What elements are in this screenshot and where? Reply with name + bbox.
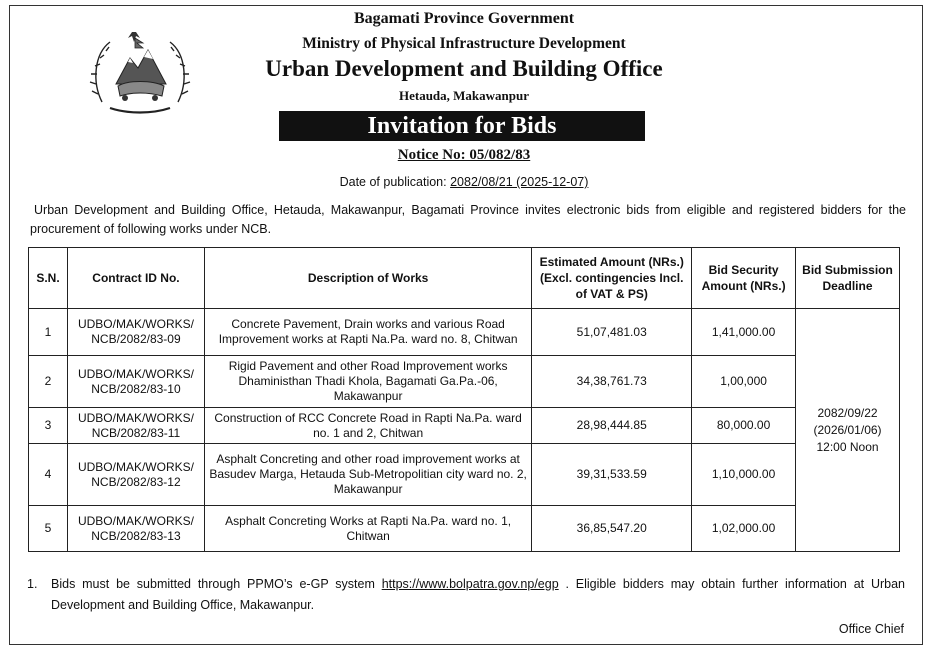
footnote-number: 1. [27,577,38,591]
cell-contract-id: UDBO/MAK/WORKS/ NCB/2082/83-12 [67,444,204,506]
signature-office-chief: Office Chief [838,622,904,636]
cell-description: Construction of RCC Concrete Road in Rapti Na.Pa. ward no. 1 and 2, Chitwan [204,408,531,444]
header-sn: S.N. [29,248,68,309]
province-name: Bagamati Province Government [353,10,575,27]
table-row [29,506,900,552]
table-row [29,356,900,408]
cell-estimated-amount: 34,38,761.73 [532,356,692,408]
footnote-text-after: . Eligible bidders may obtain further information at Urban Development and Building Office, Makawanpur. [51,577,905,612]
header-bid-security: Bid Security Amount (NRs.) [692,248,796,309]
egp-link[interactable]: https://www.bolpatra.gov.np/egp [381,577,559,591]
deadline-time: 12:00 Noon [816,439,879,454]
footnote-text [51,574,905,616]
cell-bid-security: 80,000.00 [692,408,796,444]
cell-sn: 5 [29,506,68,552]
footnote [27,574,905,616]
table-row [29,444,900,506]
cell-bid-security: 1,00,000 [692,356,796,408]
cell-sn: 1 [29,309,68,356]
header-contract-id: Contract ID No. [67,248,204,309]
footnote-text-before: Bids must be submitted through PPMO’s e-GP system [51,577,382,591]
ministry-name: Ministry of Physical Infrastructure Development [302,35,626,52]
cell-estimated-amount: 28,98,444.85 [532,408,692,444]
table-header-row [29,248,900,309]
cell-bid-security: 1,10,000.00 [692,444,796,506]
cell-description: Rigid Pavement and other Road Improvement works Dhaministhan Thadi Khola, Bagamati Ga.Pa.-06, Makawanpur [204,356,531,408]
cell-contract-id: UDBO/MAK/WORKS/ NCB/2082/83-11 [67,408,204,444]
cell-contract-id: UDBO/MAK/WORKS/ NCB/2082/83-09 [67,309,204,356]
cell-estimated-amount: 51,07,481.03 [532,309,692,356]
cell-sn: 4 [29,444,68,506]
cell-bid-security: 1,02,000.00 [692,506,796,552]
title-banner: Invitation for Bids [279,111,645,141]
notice-number: Notice No: 05/082/83 [397,147,531,163]
table-row [29,408,900,444]
intro-paragraph: Urban Development and Building Office, Hetauda, Makawanpur, Bagamati Province invites electronic bids from eligible and registered bidders for the procurement of following works under NCB. [30,203,906,236]
publication-date-value: 2082/08/21 (2025-12-07) [450,175,589,189]
header-deadline: Bid Submission Deadline [796,248,900,309]
cell-estimated-amount: 36,85,547.20 [532,506,692,552]
cell-bid-security: 1,41,000.00 [692,309,796,356]
table-row [29,309,900,356]
publication-date [0,175,928,189]
header-description: Description of Works [204,248,531,309]
bids-table [28,247,900,552]
deadline-date-bs: 2082/09/22 [817,405,878,420]
office-name: Urban Development and Building Office [265,56,663,81]
cell-sn: 3 [29,408,68,444]
deadline-date-ad: (2026/01/06) [813,422,882,437]
cell-description: Concrete Pavement, Drain works and various Road Improvement works at Rapti Na.Pa. ward no. 8, Chitwan [204,309,531,356]
cell-estimated-amount: 39,31,533.59 [532,444,692,506]
cell-deadline [796,309,900,552]
cell-description: Asphalt Concreting Works at Rapti Na.Pa. ward no. 1, Chitwan [204,506,531,552]
office-location: Hetauda, Makawanpur [398,88,530,103]
cell-description: Asphalt Concreting and other road improvement works at Basudev Marga, Hetauda Sub-Metropolitian city ward no. 2, Makawanpur [204,444,531,506]
header-estimated-amount: Estimated Amount (NRs.) (Excl. contingencies Incl. of VAT & PS) [532,248,692,309]
publication-date-label: Date of publication: [339,175,451,189]
cell-contract-id: UDBO/MAK/WORKS/ NCB/2082/83-13 [67,506,204,552]
cell-contract-id: UDBO/MAK/WORKS/ NCB/2082/83-10 [67,356,204,408]
cell-sn: 2 [29,356,68,408]
